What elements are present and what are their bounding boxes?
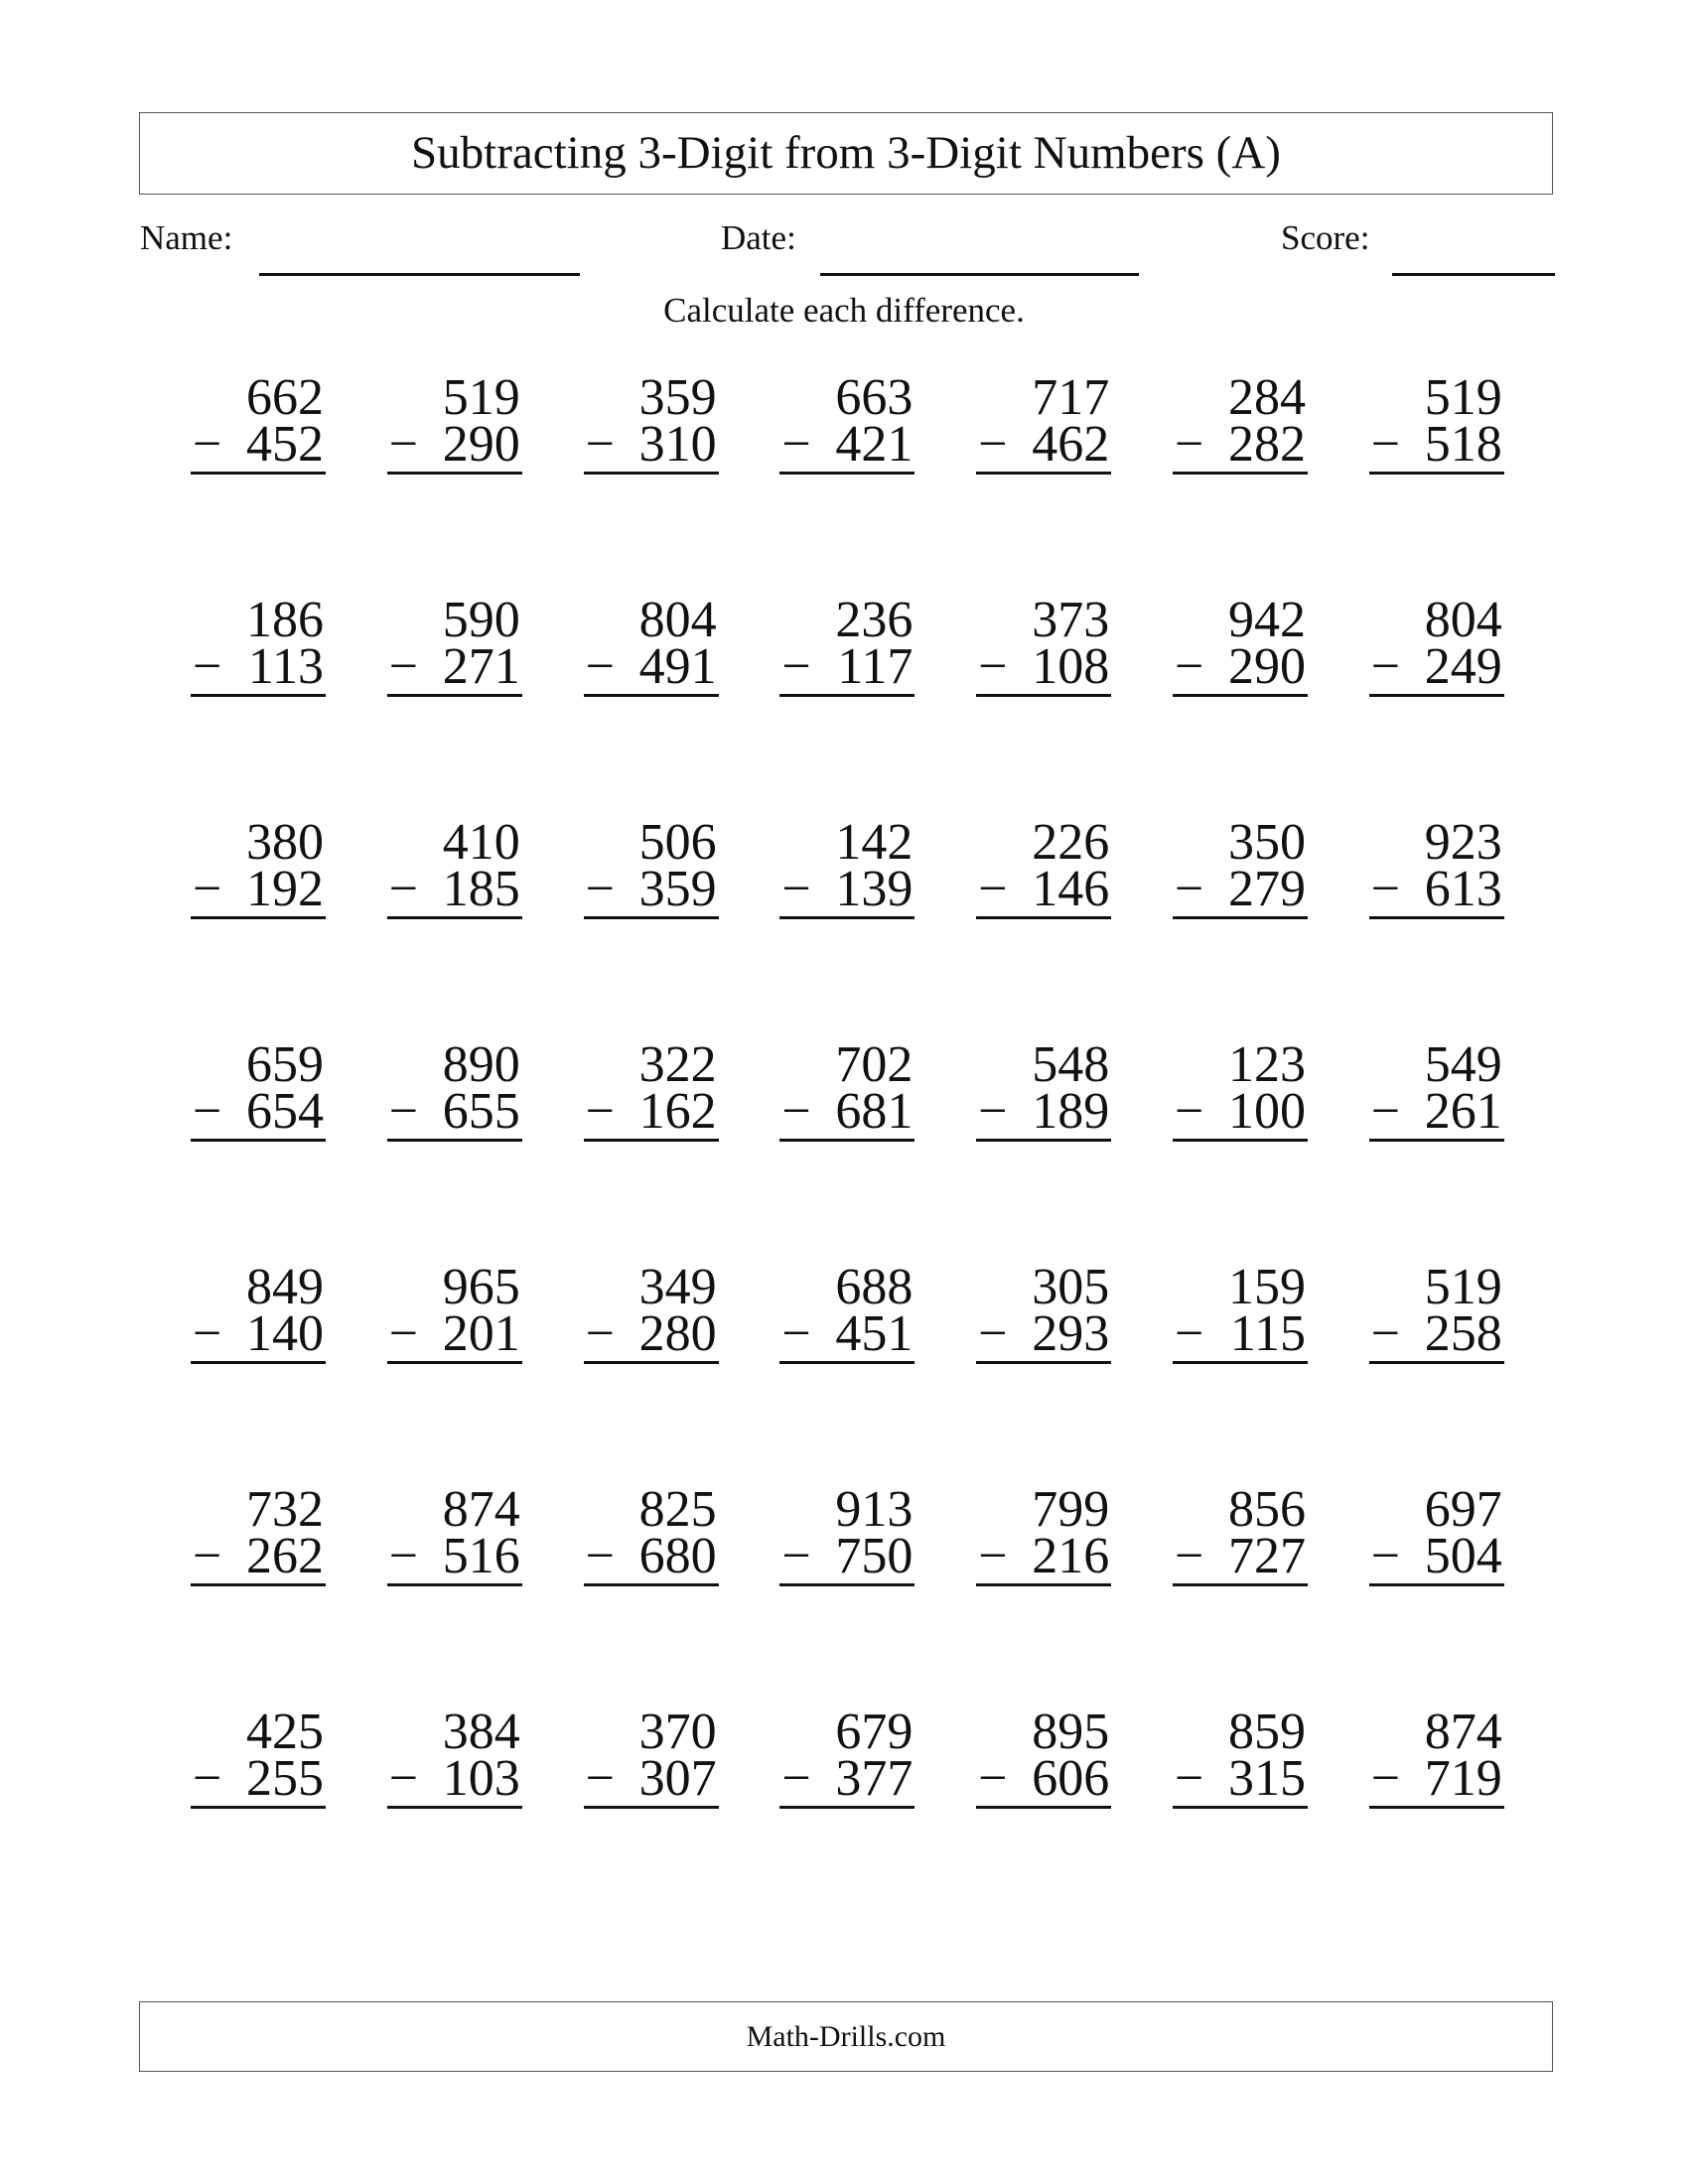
subtraction-problem (584, 1259, 719, 1364)
subtrahend: 727 (1228, 1528, 1306, 1584)
minus-sign: − (388, 1083, 419, 1140)
minus-sign: − (193, 638, 222, 695)
footer-site-name: Math-Drills.com (746, 2019, 946, 2053)
minus-sign: − (388, 638, 419, 695)
minus-sign: − (978, 1083, 1008, 1140)
subtrahend-line (779, 416, 914, 473)
subtrahend-line (191, 1305, 326, 1362)
subtraction-problem (976, 369, 1111, 475)
minuend: 804 (1424, 592, 1502, 648)
subtrahend: 518 (1424, 416, 1502, 473)
subtrahend: 504 (1424, 1528, 1502, 1584)
subtraction-problem (976, 1036, 1111, 1142)
minuend: 349 (638, 1259, 717, 1315)
minuend: 965 (442, 1259, 520, 1315)
subtrahend: 139 (835, 861, 914, 917)
minuend: 519 (442, 369, 520, 426)
subtrahend: 491 (638, 638, 717, 695)
subtrahend-line (584, 416, 719, 473)
minus-sign: − (1370, 1305, 1401, 1362)
minus-sign: − (585, 1305, 615, 1362)
subtraction-problem (387, 814, 522, 919)
minus-sign: − (193, 416, 222, 473)
subtrahend-line (976, 1305, 1111, 1362)
subtrahend-line (584, 1750, 719, 1807)
minus-sign: − (193, 1528, 222, 1584)
minus-sign: − (193, 1305, 222, 1362)
subtrahend-line (1173, 861, 1308, 917)
subtraction-problem (584, 1036, 719, 1142)
subtraction-problem (191, 814, 326, 919)
subtrahend-line (1173, 638, 1308, 695)
minus-sign: − (781, 861, 811, 917)
minuend: 322 (638, 1036, 717, 1093)
subtrahend-line (779, 1305, 914, 1362)
minus-sign: − (388, 1528, 419, 1584)
subtrahend: 216 (1032, 1528, 1110, 1584)
subtraction-problem (1369, 814, 1504, 919)
subtraction-problem (779, 814, 914, 919)
subtraction-problem (779, 369, 914, 475)
subtraction-problem (387, 1259, 522, 1364)
minuend: 663 (835, 369, 914, 426)
minuend: 410 (442, 814, 520, 871)
minus-sign: − (1175, 861, 1204, 917)
minus-sign: − (1370, 861, 1401, 917)
minuend: 688 (835, 1259, 914, 1315)
minuend: 359 (638, 369, 717, 426)
minuend: 923 (1424, 814, 1502, 871)
subtraction-problem (584, 1481, 719, 1586)
subtraction-problem (584, 1704, 719, 1809)
subtrahend-line (1369, 861, 1504, 917)
subtraction-problem (976, 1481, 1111, 1586)
minuend: 186 (246, 592, 324, 648)
subtraction-problem (191, 1036, 326, 1142)
subtrahend-line (1173, 1750, 1308, 1807)
subtrahend: 255 (246, 1750, 324, 1807)
subtrahend-line (1369, 1528, 1504, 1584)
subtraction-problem (387, 592, 522, 697)
minuend: 305 (1032, 1259, 1110, 1315)
minus-sign: − (1175, 1750, 1204, 1807)
minus-sign: − (781, 1750, 811, 1807)
minuend: 804 (638, 592, 717, 648)
subtrahend-line (976, 416, 1111, 473)
subtrahend-line (191, 638, 326, 695)
subtrahend: 103 (442, 1750, 520, 1807)
subtrahend-line (584, 1083, 719, 1140)
subtrahend-line (976, 1083, 1111, 1140)
subtrahend-line (1369, 638, 1504, 695)
subtrahend: 117 (837, 638, 914, 695)
subtraction-problem (779, 1481, 914, 1586)
subtrahend-line (387, 861, 522, 917)
subtraction-problem (1369, 592, 1504, 697)
subtraction-problem (191, 1259, 326, 1364)
minus-sign: − (1175, 1528, 1204, 1584)
subtrahend: 115 (1229, 1305, 1306, 1362)
minus-sign: − (781, 1528, 811, 1584)
subtrahend-line (191, 861, 326, 917)
minus-sign: − (781, 416, 811, 473)
subtraction-problem (1173, 1704, 1308, 1809)
subtrahend: 750 (835, 1528, 914, 1584)
subtrahend: 271 (442, 638, 520, 695)
subtraction-problem (1369, 369, 1504, 475)
subtrahend-line (1173, 1305, 1308, 1362)
subtrahend: 189 (1032, 1083, 1110, 1140)
subtrahend-line (976, 1750, 1111, 1807)
minus-sign: − (585, 861, 615, 917)
subtraction-problem (976, 592, 1111, 697)
subtrahend-line (779, 1083, 914, 1140)
minuend: 236 (835, 592, 914, 648)
subtrahend: 113 (247, 638, 324, 695)
subtrahend: 290 (442, 416, 520, 473)
score-label: Score: (1281, 218, 1370, 257)
subtraction-problem (976, 1704, 1111, 1809)
minus-sign: − (978, 861, 1008, 917)
subtraction-problem (191, 369, 326, 475)
subtrahend: 279 (1228, 861, 1306, 917)
subtrahend: 192 (246, 861, 324, 917)
minuend: 519 (1424, 1259, 1502, 1315)
subtrahend: 680 (638, 1528, 717, 1584)
minus-sign: − (978, 1528, 1008, 1584)
subtraction-problem (584, 369, 719, 475)
minuend: 732 (246, 1481, 324, 1538)
minus-sign: − (388, 416, 419, 473)
minuend: 913 (835, 1481, 914, 1538)
subtraction-problem (1173, 369, 1308, 475)
worksheet-title: Subtracting 3-Digit from 3-Digit Numbers (A) (411, 127, 1281, 179)
minus-sign: − (585, 1750, 615, 1807)
minus-sign: − (1370, 1083, 1401, 1140)
subtrahend-line (976, 638, 1111, 695)
minus-sign: − (978, 416, 1008, 473)
minuend: 506 (638, 814, 717, 871)
subtrahend-line (1173, 416, 1308, 473)
subtrahend-line (191, 1750, 326, 1807)
subtrahend: 462 (1032, 416, 1110, 473)
subtraction-problem (387, 1036, 522, 1142)
subtrahend: 516 (442, 1528, 520, 1584)
subtrahend-line (387, 416, 522, 473)
minus-sign: − (1370, 1528, 1401, 1584)
subtrahend-line (779, 1528, 914, 1584)
subtrahend-line (1369, 1083, 1504, 1140)
subtrahend-line (976, 861, 1111, 917)
minuend: 702 (835, 1036, 914, 1093)
subtrahend-line (387, 1528, 522, 1584)
minus-sign: − (1175, 1083, 1204, 1140)
subtrahend-line (584, 861, 719, 917)
minuend: 549 (1424, 1036, 1502, 1093)
subtrahend-line (387, 1305, 522, 1362)
instructions: Calculate each difference. (663, 291, 1025, 330)
minuend: 849 (246, 1259, 324, 1315)
subtraction-problem (387, 1481, 522, 1586)
subtrahend: 249 (1424, 638, 1502, 695)
minus-sign: − (1175, 416, 1204, 473)
subtrahend: 377 (835, 1750, 914, 1807)
minus-sign: − (388, 1305, 419, 1362)
minuend: 895 (1032, 1704, 1110, 1760)
minus-sign: − (1370, 416, 1401, 473)
minuend: 825 (638, 1481, 717, 1538)
footer-box (139, 2001, 1553, 2072)
subtraction-problem (779, 1259, 914, 1364)
subtrahend: 100 (1228, 1083, 1306, 1140)
subtrahend: 719 (1424, 1750, 1502, 1807)
minuend: 226 (1032, 814, 1110, 871)
subtrahend-line (191, 1528, 326, 1584)
minus-sign: − (781, 1305, 811, 1362)
subtrahend: 421 (835, 416, 914, 473)
minuend: 659 (246, 1036, 324, 1093)
subtraction-problem (779, 1704, 914, 1809)
subtrahend: 162 (638, 1083, 717, 1140)
subtraction-problem (1369, 1259, 1504, 1364)
subtrahend-line (976, 1528, 1111, 1584)
minuend: 590 (442, 592, 520, 648)
subtraction-problem (976, 1259, 1111, 1364)
subtrahend: 654 (246, 1083, 324, 1140)
subtraction-problem (191, 592, 326, 697)
subtrahend-line (584, 1305, 719, 1362)
subtrahend: 146 (1032, 861, 1110, 917)
minus-sign: − (978, 1750, 1008, 1807)
subtrahend: 315 (1228, 1750, 1306, 1807)
subtrahend: 185 (442, 861, 520, 917)
subtrahend-line (584, 638, 719, 695)
minuend: 350 (1228, 814, 1306, 871)
minus-sign: − (585, 1528, 615, 1584)
minus-sign: − (388, 861, 419, 917)
minus-sign: − (781, 1083, 811, 1140)
minuend: 874 (442, 1481, 520, 1538)
subtrahend-line (387, 1750, 522, 1807)
minus-sign: − (1175, 638, 1204, 695)
subtrahend: 262 (246, 1528, 324, 1584)
minuend: 942 (1228, 592, 1306, 648)
subtraction-problem (1173, 814, 1308, 919)
subtrahend-line (779, 1750, 914, 1807)
subtrahend: 293 (1032, 1305, 1110, 1362)
subtrahend: 681 (835, 1083, 914, 1140)
subtrahend-line (779, 861, 914, 917)
subtraction-problem (1369, 1481, 1504, 1586)
subtrahend: 108 (1032, 638, 1110, 695)
minus-sign: − (978, 1305, 1008, 1362)
subtraction-problem (779, 592, 914, 697)
minuend: 662 (246, 369, 324, 426)
minuend: 370 (638, 1704, 717, 1760)
subtrahend-line (387, 1083, 522, 1140)
subtraction-problem (1173, 1259, 1308, 1364)
minuend: 799 (1032, 1481, 1110, 1538)
minuend: 284 (1228, 369, 1306, 426)
subtrahend: 290 (1228, 638, 1306, 695)
subtrahend: 307 (638, 1750, 717, 1807)
subtraction-problem (584, 814, 719, 919)
minus-sign: − (193, 861, 222, 917)
minuend: 425 (246, 1704, 324, 1760)
subtrahend-line (1173, 1083, 1308, 1140)
minuend: 142 (835, 814, 914, 871)
subtrahend: 258 (1424, 1305, 1502, 1362)
subtraction-problem (1173, 1036, 1308, 1142)
subtrahend-line (584, 1528, 719, 1584)
minuend: 679 (835, 1704, 914, 1760)
minuend: 859 (1228, 1704, 1306, 1760)
minus-sign: − (193, 1750, 222, 1807)
subtraction-problem (1173, 1481, 1308, 1586)
minuend: 856 (1228, 1481, 1306, 1538)
subtraction-problem (191, 1481, 326, 1586)
minus-sign: − (781, 638, 811, 695)
subtrahend: 655 (442, 1083, 520, 1140)
minuend: 890 (442, 1036, 520, 1093)
subtraction-problem (1369, 1704, 1504, 1809)
subtrahend: 282 (1228, 416, 1306, 473)
subtrahend: 310 (638, 416, 717, 473)
minus-sign: − (585, 638, 615, 695)
minus-sign: − (585, 1083, 615, 1140)
subtrahend-line (191, 1083, 326, 1140)
subtrahend: 613 (1424, 861, 1502, 917)
minus-sign: − (1370, 1750, 1401, 1807)
name-label: Name: (140, 218, 233, 257)
date-label: Date: (721, 218, 796, 257)
minus-sign: − (388, 1750, 419, 1807)
subtrahend: 261 (1424, 1083, 1502, 1140)
subtraction-problem (1173, 592, 1308, 697)
minuend: 697 (1424, 1481, 1502, 1538)
subtrahend: 201 (442, 1305, 520, 1362)
subtraction-problem (584, 592, 719, 697)
subtraction-problem (387, 369, 522, 475)
minuend: 159 (1228, 1259, 1306, 1315)
subtrahend: 452 (246, 416, 324, 473)
minuend: 380 (246, 814, 324, 871)
minuend: 874 (1424, 1704, 1502, 1760)
minuend: 123 (1228, 1036, 1306, 1093)
subtraction-problem (1369, 1036, 1504, 1142)
subtraction-problem (191, 1704, 326, 1809)
subtrahend-line (779, 638, 914, 695)
minus-sign: − (193, 1083, 222, 1140)
subtrahend-line (1369, 1750, 1504, 1807)
subtraction-problem (779, 1036, 914, 1142)
minuend: 717 (1032, 369, 1110, 426)
subtrahend-line (191, 416, 326, 473)
minuend: 373 (1032, 592, 1110, 648)
subtrahend: 606 (1032, 1750, 1110, 1807)
subtrahend: 359 (638, 861, 717, 917)
minus-sign: − (1370, 638, 1401, 695)
subtrahend-line (1369, 1305, 1504, 1362)
minus-sign: − (1175, 1305, 1204, 1362)
subtrahend: 140 (246, 1305, 324, 1362)
subtrahend-line (1173, 1528, 1308, 1584)
minuend: 548 (1032, 1036, 1110, 1093)
subtrahend-line (387, 638, 522, 695)
subtrahend: 280 (638, 1305, 717, 1362)
subtraction-problem (976, 814, 1111, 919)
subtraction-problem (387, 1704, 522, 1809)
minuend: 519 (1424, 369, 1502, 426)
subtrahend: 451 (835, 1305, 914, 1362)
minus-sign: − (585, 416, 615, 473)
minus-sign: − (978, 638, 1008, 695)
subtrahend-line (1369, 416, 1504, 473)
minuend: 384 (442, 1704, 520, 1760)
